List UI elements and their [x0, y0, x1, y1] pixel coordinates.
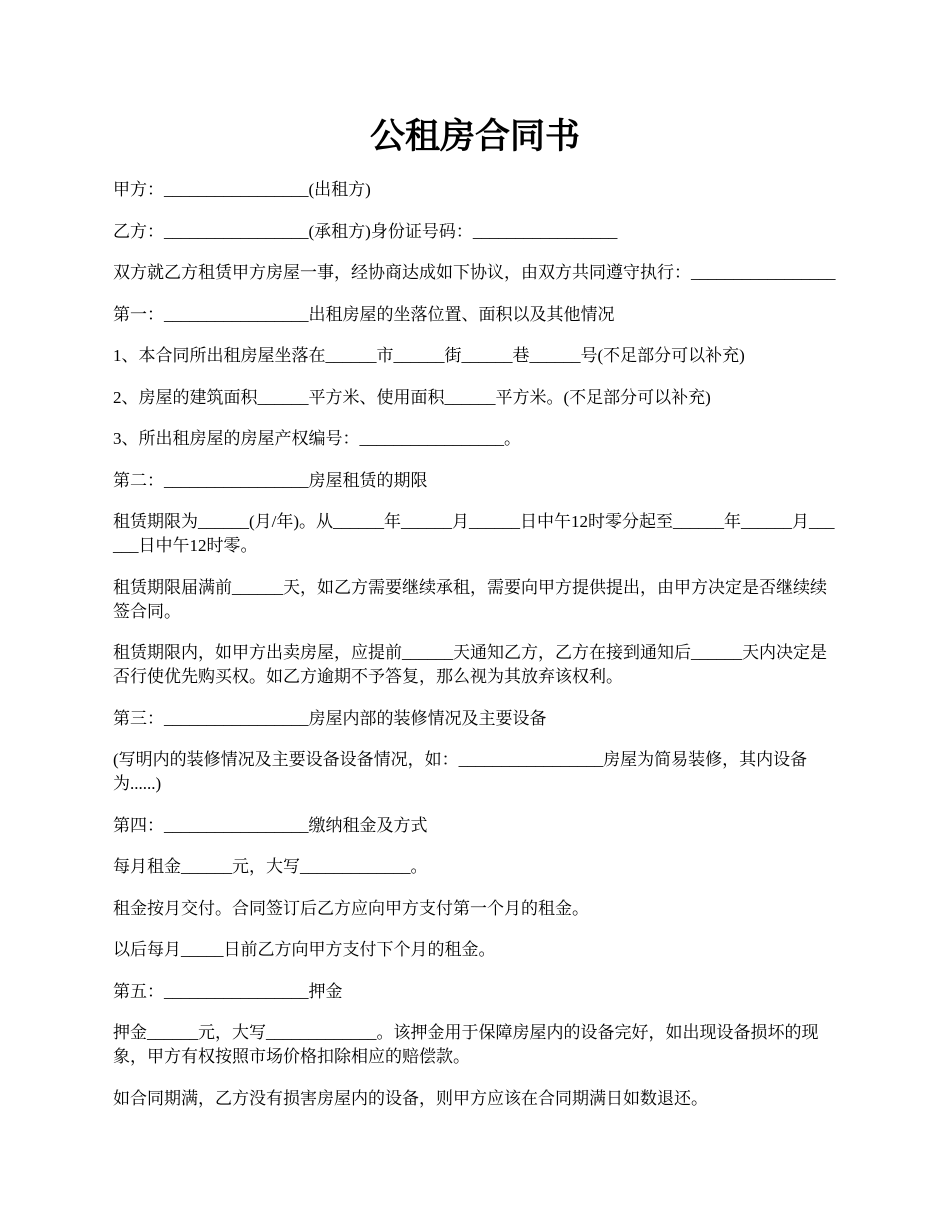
clause-1-3: 3、所出租房屋的房屋产权编号：_________________。	[113, 429, 521, 448]
lease-term-clause: 租赁期限为______(月/年)。从______年______月______日中午12时零分起至______年______月______日中午12时零。	[113, 512, 835, 555]
document-body	[113, 178, 840, 1128]
party-a-line: 甲方：_________________(出租方)	[113, 180, 371, 199]
agreement-intro: 双方就乙方租赁甲方房屋一事，经协商达成如下协议，由双方共同遵守执行：_________________	[113, 263, 836, 282]
document-title: 公租房合同书	[369, 117, 580, 157]
rent-payment-clause: 租金按月交付。合同签订后乙方应向甲方支付第一个月的租金。	[113, 898, 589, 918]
deposit-clause: 押金______元，大写_____________。该押金用于保障房屋内的设备完好，如出现设备损坏的现象，甲方有权按照市场价格扣除相应的赔偿款。	[113, 1023, 819, 1066]
section-5-heading: 第五：_________________押金	[113, 981, 343, 1001]
rent-schedule-clause: 以后每月_____日前乙方向甲方支付下个月的租金。	[113, 940, 496, 959]
section-4-heading: 第四：_________________缴纳租金及方式	[113, 815, 428, 835]
deposit-refund-clause: 如合同期满，乙方没有损害房屋内的设备，则甲方应该在合同期满日如数退还。	[113, 1088, 708, 1108]
section-1-heading: 第一：_________________出租房屋的坐落位置、面积以及其他情况	[113, 304, 615, 324]
clause-1-1: 1、本合同所出租房屋坐落在______市______街______巷______号(不足部分可以补充)	[113, 346, 745, 365]
lease-renewal-clause: 租赁期限届满前______天，如乙方需要继续承租，需要向甲方提供提出，由甲方决定是否继续续签合同。	[113, 577, 827, 621]
priority-purchase-clause: 租赁期限内，如甲方出卖房屋，应提前______天通知乙方，乙方在接到通知后______天内决定是否行使优先购买权。如乙方逾期不予答复，那么视为其放弃该权利。	[113, 643, 827, 686]
monthly-rent-clause: 每月租金______元，大写_____________。	[113, 857, 428, 876]
party-b-line: 乙方：_________________(承租方)身份证号码：_________________	[113, 221, 618, 241]
section-2-heading: 第二：_________________房屋租赁的期限	[113, 470, 428, 490]
clause-1-2: 2、房屋的建筑面积______平方米、使用面积______平方米。(不足部分可以补充)	[113, 387, 711, 407]
section-3-heading: 第三：_________________房屋内部的装修情况及主要设备	[113, 708, 547, 728]
decoration-clause: (写明内的装修情况及主要设备设备情况，如：_________________房屋为简易装修，其内设备为......)	[113, 750, 808, 793]
